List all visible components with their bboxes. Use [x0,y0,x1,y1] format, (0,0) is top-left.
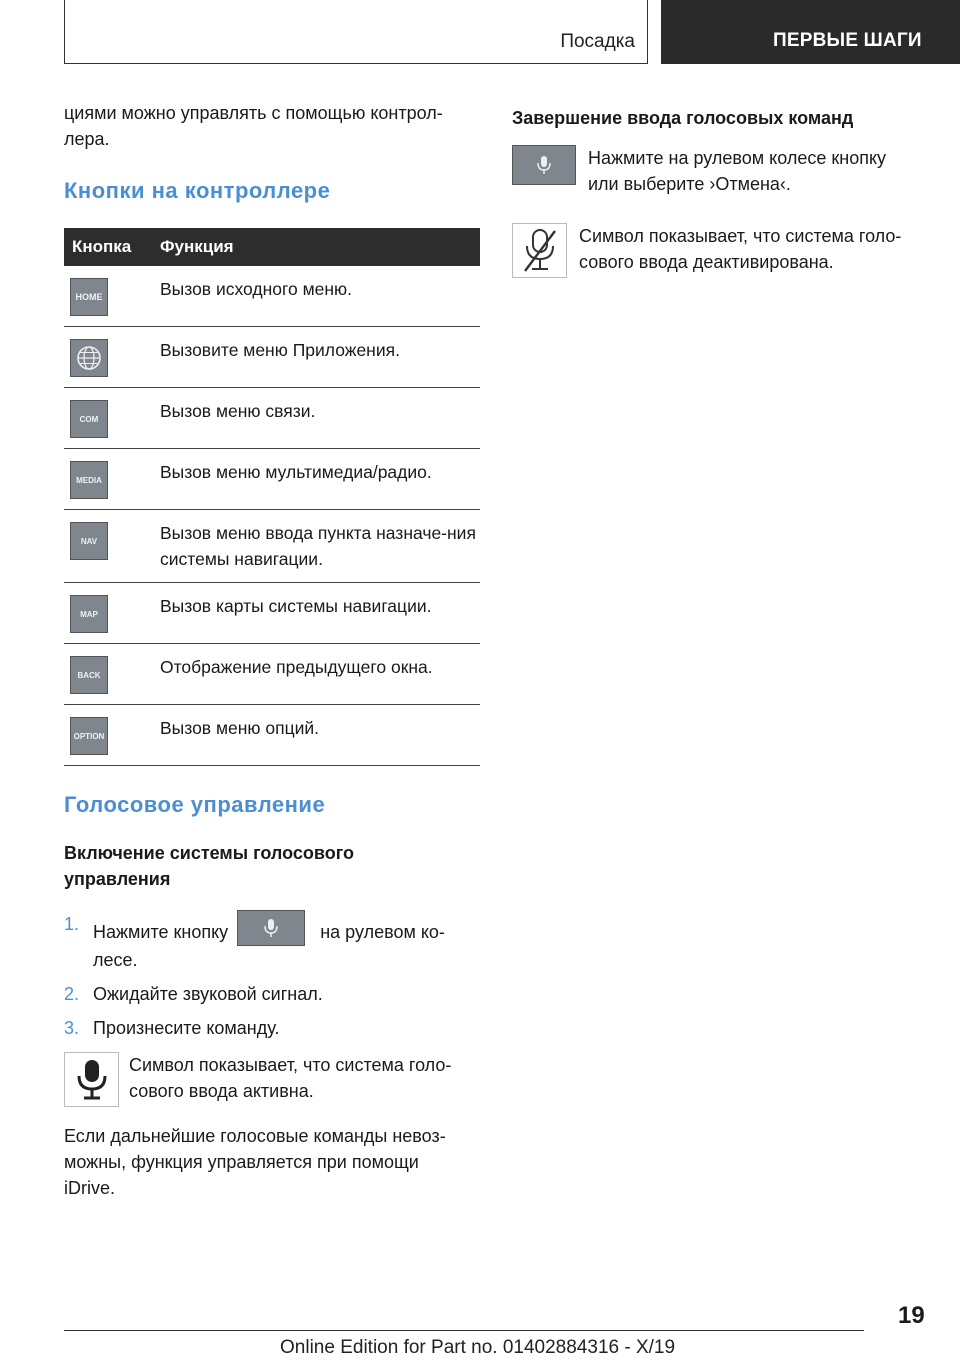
deactivated-symbol-row [512,223,928,278]
table-row [64,266,480,327]
voice-steps-list [64,910,480,1042]
table-row [64,705,480,766]
row-function: Вызов меню ввода пункта назначе-ния системы навигации. [154,510,480,583]
header-section-box [64,0,648,64]
table-row [64,449,480,510]
voice-control-heading: Голосовое управление [64,792,326,817]
cancel-row [512,145,928,197]
mic-button-icon [237,910,305,946]
controller-buttons-table [64,228,480,766]
table-row [64,510,480,583]
table-row [64,583,480,644]
row-function: Вызов меню мультимедиа/радио. [154,449,480,510]
row-function: Вызов меню связи. [154,388,480,449]
step-number: 1. [64,914,80,934]
row-function: Вызов карты системы навигации. [154,583,480,644]
microphone-active-icon [64,1052,119,1107]
intro-text: циями можно управлять с помощью контрол-лера. [64,103,443,149]
table-row [64,644,480,705]
footer-divider [64,1330,864,1331]
com-button-icon: COM [70,400,108,438]
list-item [64,910,480,974]
list-item [64,980,480,1008]
page-number: 19 [898,1302,925,1329]
nav-button-icon: NAV [70,522,108,560]
active-symbol-text: Символ показывает, что система голо-сового ввода активна. [129,1055,452,1101]
row-function: Вызовите меню Приложения. [154,327,480,388]
active-symbol-row [64,1052,480,1107]
table-row [64,327,480,388]
option-button-icon: OPTION [70,717,108,755]
step-text-before: Нажмите кнопку [93,922,229,942]
map-button-icon: MAP [70,595,108,633]
row-function: Вызов исходного меню. [154,266,480,327]
end-voice-heading: Завершение ввода голосовых команд [512,108,854,128]
home-button-icon: HOME [70,278,108,316]
press-cancel-text: Нажмите на рулевом колесе кнопку или выберите ›Отмена‹. [588,148,887,194]
voice-on-heading: Включение системы голосового управления [64,843,354,889]
step-text: Ожидайте звуковой сигнал. [93,984,323,1004]
table-row [64,388,480,449]
deactivated-symbol-text: Символ показывает, что система голо-сового ввода деактивирована. [579,226,902,272]
step-text: Произнесите команду. [93,1018,280,1038]
list-item [64,1014,480,1042]
row-function: Вызов меню опций. [154,705,480,766]
controller-heading: Кнопки на контроллере [64,178,331,203]
table-header-button: Кнопка [64,228,154,266]
table-header-function: Функция [154,228,480,266]
left-column [64,100,480,1201]
step-number: 2. [64,984,80,1004]
fallback-text: Если дальнейшие голосовые команды невоз-можны, функция управляется при помощи iDrive. [64,1126,446,1198]
header-chapter-title: ПЕРВЫЕ ШАГИ [661,0,960,64]
footer-edition: Online Edition for Part no. 01402884316 - X/19 [280,1337,676,1358]
right-column [512,100,928,278]
step-text-after: на рулевом ко-лесе. [93,922,445,970]
step-number: 3. [64,1018,80,1038]
back-button-icon: BACK [70,656,108,694]
globe-icon [70,339,108,377]
row-function: Отображение предыдущего окна. [154,644,480,705]
media-button-icon: MEDIA [70,461,108,499]
microphone-off-icon [512,223,567,278]
mic-button-icon [512,145,576,185]
header-section-title: Посадка [560,31,635,52]
